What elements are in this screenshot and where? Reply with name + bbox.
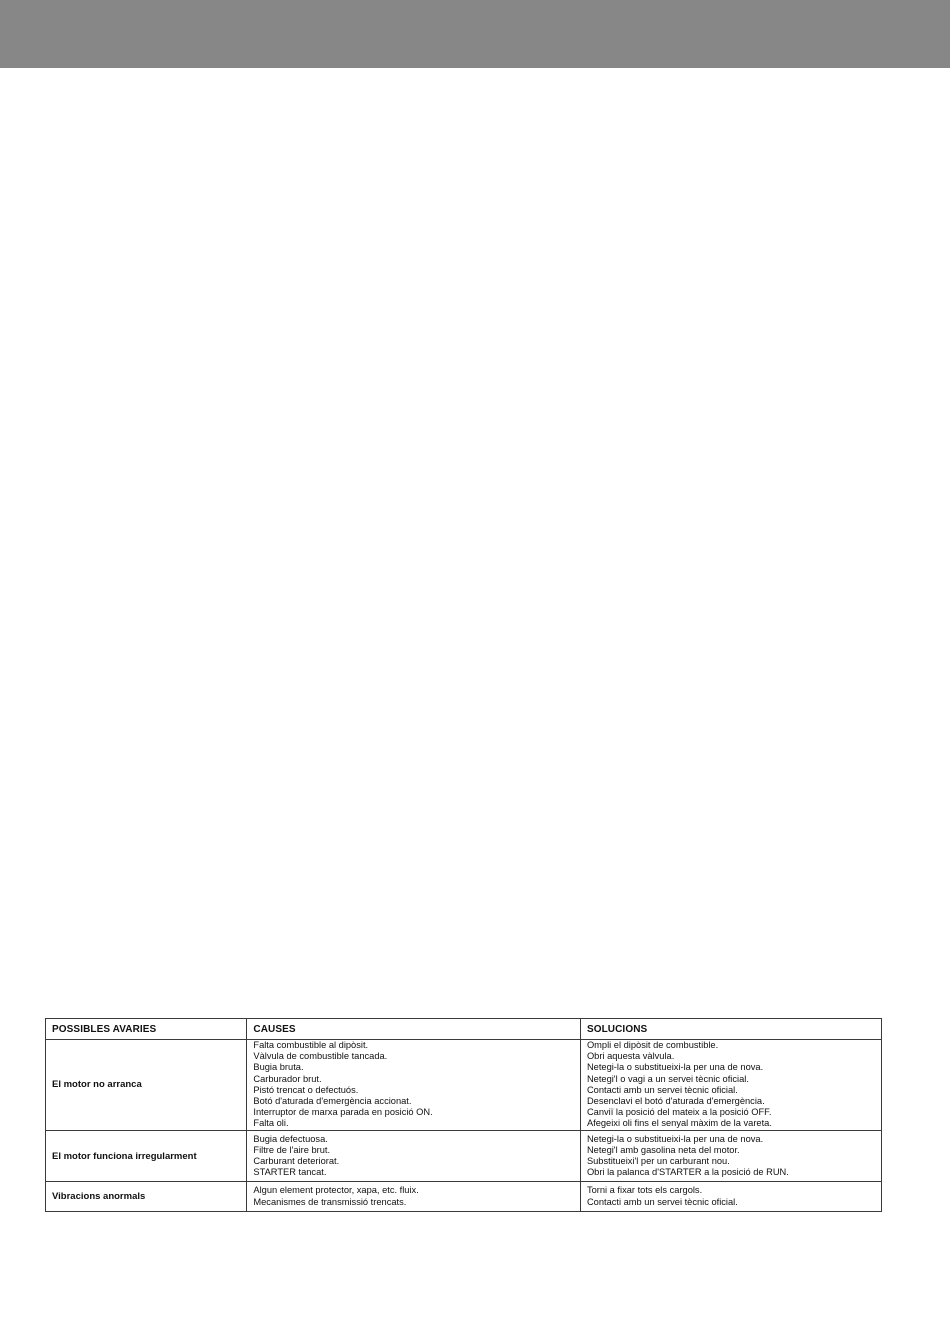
fault-cell: Vibracions anormals xyxy=(46,1182,247,1211)
solution-item: Contacti amb un servei tècnic oficial. xyxy=(586,1196,738,1207)
fault-cell: El motor funciona irregularment xyxy=(46,1130,247,1182)
solution-item: Afegeixi oli fins el senyal màxim de la vareta. xyxy=(586,1118,772,1129)
solution-item: Substitueixi'l per un carburant nou. xyxy=(586,1156,730,1167)
header-band xyxy=(0,0,950,68)
table-row xyxy=(46,1040,882,1131)
solution-item: Desenclavi el botó d'aturada d'emergència. xyxy=(586,1096,765,1107)
causes-cell xyxy=(247,1040,581,1131)
solution-item: Ompli el dipòsit de combustible. xyxy=(586,1040,719,1050)
cause-item: Pistó trencat o defectuós. xyxy=(253,1084,359,1095)
cause-item: Bugia defectuosa. xyxy=(253,1133,328,1144)
cause-item: Algun element protector, xapa, etc. fluix. xyxy=(253,1185,419,1196)
cause-item: Bugia bruta. xyxy=(253,1062,304,1073)
cause-item: Vàlvula de combustible tancada. xyxy=(253,1051,388,1062)
solutions-cell xyxy=(580,1130,881,1182)
solution-item: Netegi-la o substitueixi-la per una de nova. xyxy=(586,1133,764,1144)
table-row xyxy=(46,1130,882,1182)
causes-cell xyxy=(247,1130,581,1182)
table-header-row xyxy=(46,1019,882,1040)
header-solutions: SOLUCIONS xyxy=(580,1019,881,1040)
cause-item: Carburant deteriorat. xyxy=(253,1156,340,1167)
solution-item: Contacti amb un servei tècnic oficial. xyxy=(586,1084,738,1095)
fault-cell: El motor no arranca xyxy=(46,1040,247,1131)
header-causes: CAUSES xyxy=(247,1019,581,1040)
solution-item: Obri la palanca d'STARTER a la posició de RUN. xyxy=(586,1167,789,1178)
table-row xyxy=(46,1182,882,1211)
cause-item: Filtre de l'aire brut. xyxy=(253,1144,331,1155)
solution-item: Torni a fixar tots els cargols. xyxy=(586,1185,703,1196)
solution-item: Obri aquesta vàlvula. xyxy=(586,1051,675,1062)
cause-item: Falta combustible al dipòsit. xyxy=(253,1040,369,1050)
solution-item: Netegi'l o vagi a un servei tècnic oficial. xyxy=(586,1073,749,1084)
cause-item: Carburador brut. xyxy=(253,1073,322,1084)
cause-item: Falta oli. xyxy=(253,1118,289,1129)
troubleshooting-table xyxy=(45,1018,882,1212)
solution-item: Canviï la posició del mateix a la posició OFF. xyxy=(586,1107,772,1118)
cause-item: Botó d'aturada d'emergència accionat. xyxy=(253,1096,412,1107)
solution-item: Netegi-la o substitueixi-la per una de nova. xyxy=(586,1062,764,1073)
solutions-cell xyxy=(580,1040,881,1131)
cause-item: Interruptor de marxa parada en posició ON. xyxy=(253,1107,433,1118)
solutions-cell xyxy=(580,1182,881,1211)
header-faults: POSSIBLES AVARIES xyxy=(46,1019,247,1040)
solution-item: Netegi'l amb gasolina neta del motor. xyxy=(586,1144,740,1155)
cause-item: Mecanismes de transmissió trencats. xyxy=(253,1196,407,1207)
causes-cell xyxy=(247,1182,581,1211)
cause-item: STARTER tancat. xyxy=(253,1167,327,1178)
